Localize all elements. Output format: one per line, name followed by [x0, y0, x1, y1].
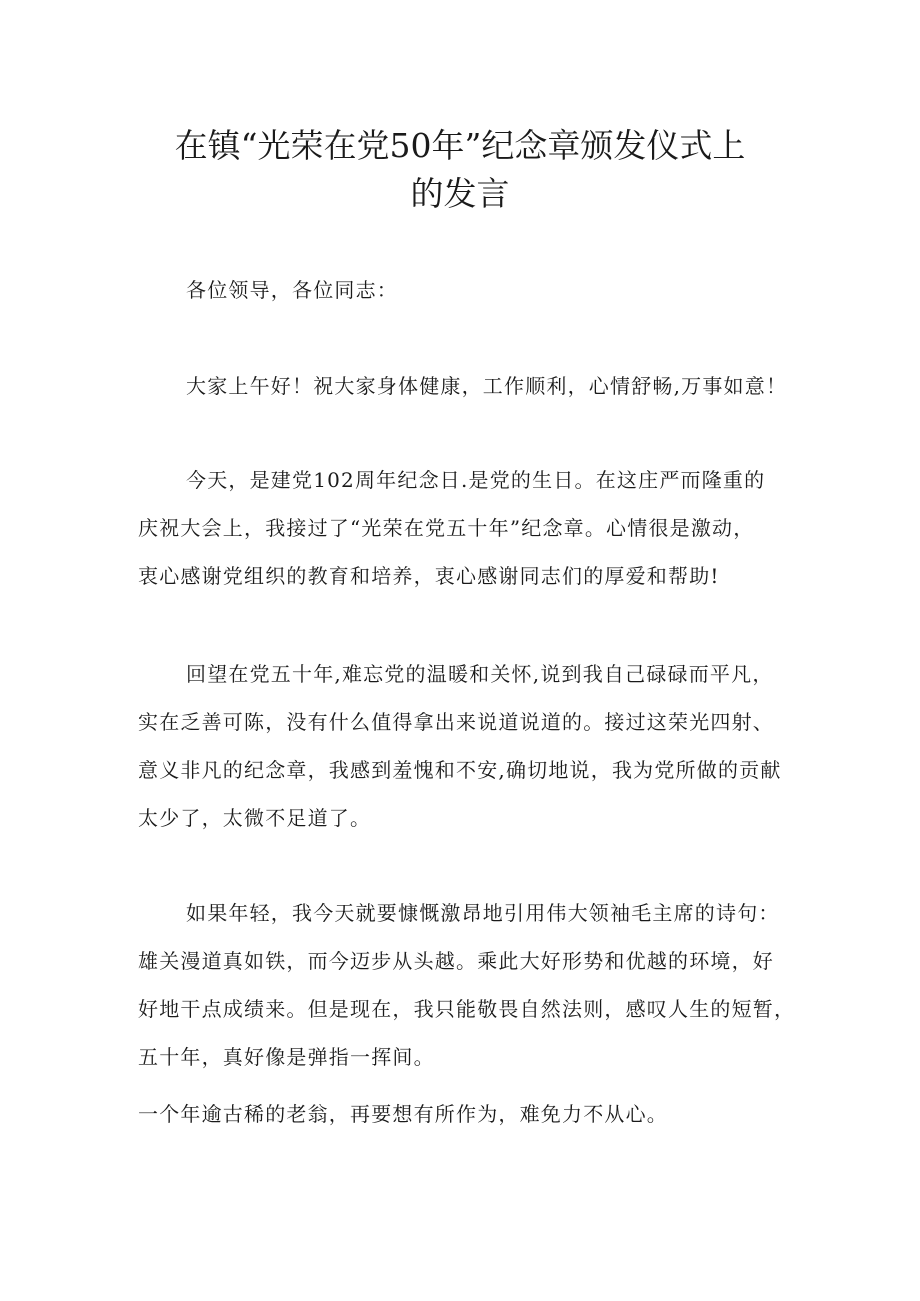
- greeting-line: 大家上午好！祝大家身体健康，工作顺利，心情舒畅,万事如意！: [186, 374, 788, 398]
- paragraph-1-line-2: 庆祝大会上，我接过了“光荣在党五十年”纪念章。心情很是激动，: [138, 516, 755, 540]
- paragraph-2-line-3: 意义非凡的纪念章，我感到羞愧和不安,确切地说，我为党所做的贡献: [138, 758, 782, 782]
- paragraph-1-line-1: 今天，是建党102周年纪念日.是党的生日。在这庄严而隆重的: [186, 468, 766, 492]
- paragraph-2-line-2: 实在乏善可陈，没有什么值得拿出来说道说道的。接过这荣光四射、: [138, 710, 774, 734]
- paragraph-1-line-3: 衷心感谢党组织的教育和培养，衷心感谢同志们的厚爱和帮助!: [138, 564, 720, 588]
- paragraph-3-line-1: 如果年轻，我今天就要慷慨激昂地引用伟大领袖毛主席的诗句：: [186, 901, 780, 925]
- paragraph-3-line-3: 好地干点成绩来。但是现在，我只能敬畏自然法则，感叹人生的短暂，: [138, 997, 796, 1021]
- paragraph-2-line-4: 太少了，太微不足道了。: [138, 806, 372, 830]
- document-title-line-2: 的发言: [410, 174, 510, 213]
- paragraph-2-line-1: 回望在党五十年,难忘党的温暖和关怀,说到我自己碌碌而平凡，: [186, 662, 774, 686]
- paragraph-3-line-2: 雄关漫道真如铁，而今迈步从头越。乘此大好形势和优越的环境，好: [138, 949, 774, 973]
- salutation: 各位领导，各位同志：: [186, 278, 398, 302]
- paragraph-4-line-1: 一个年逾古稀的老翁，再要想有所作为，难免力不从心。: [138, 1102, 668, 1126]
- paragraph-3-line-4: 五十年，真好像是弹指一挥间。: [138, 1045, 435, 1069]
- document-title-line-1: 在镇“光荣在党50年”纪念章颁发仪式上: [174, 126, 746, 165]
